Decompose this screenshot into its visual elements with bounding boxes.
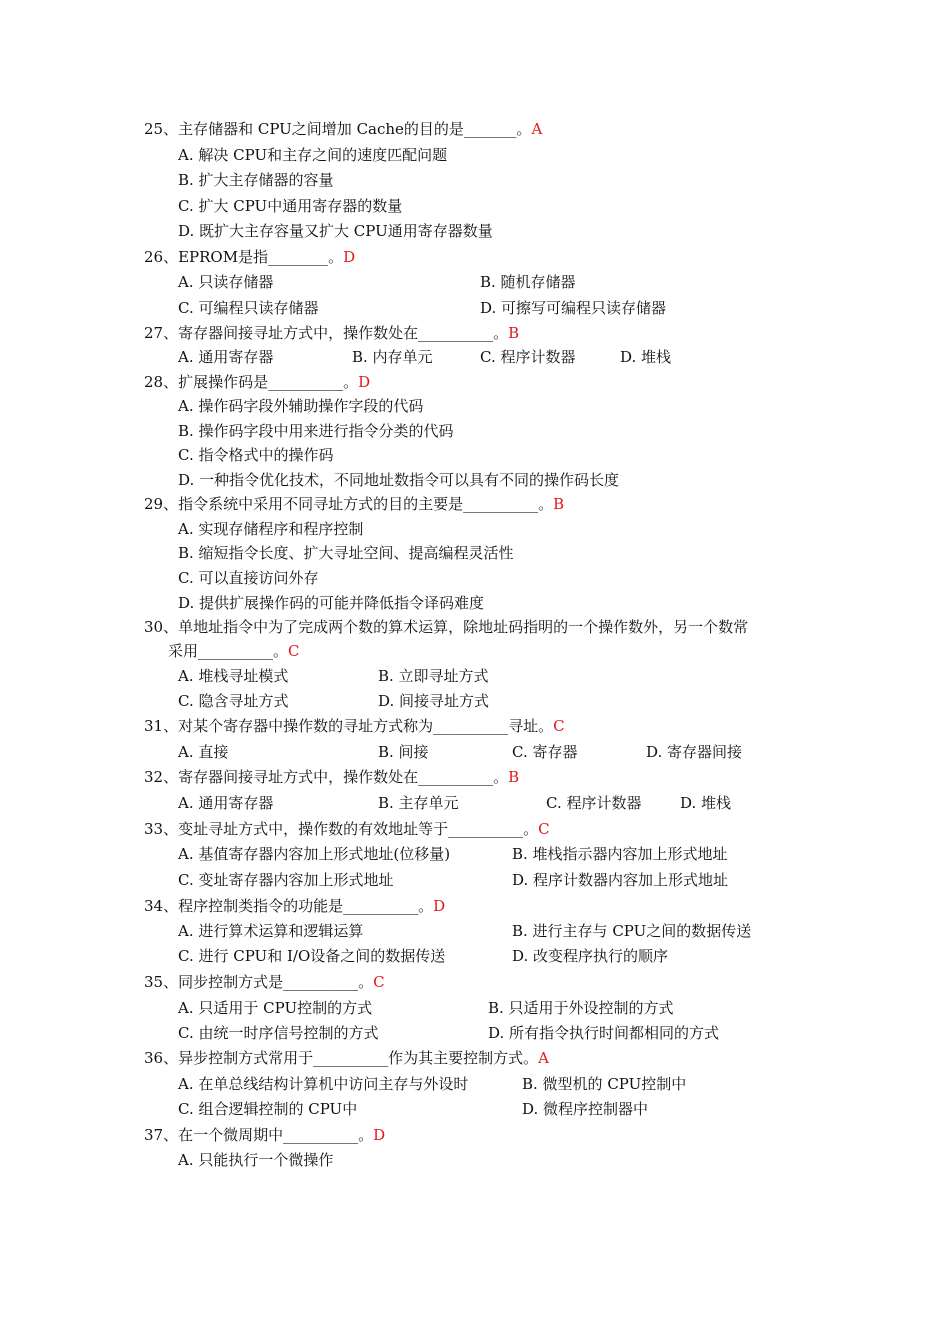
answer-key: B (553, 495, 565, 513)
answer-key: D (433, 897, 446, 915)
option-b: B. 堆栈指示器内容加上形式地址 (512, 845, 728, 863)
answer-key: D (358, 373, 371, 391)
option-c: C. 组合逻辑控制的 CPU中 (178, 1100, 358, 1118)
option-c: C. 进行 CPU和 I/O设备之间的数据传送 (178, 947, 446, 965)
option-c: C. 由统一时序信号控制的方式 (178, 1024, 379, 1042)
question-30: 30、单地址指令中为了完成两个数的算术运算，除地址码指明的一个操作数外，另一个数常 (144, 618, 749, 636)
option-a: A. 只能执行一个微操作 (178, 1151, 334, 1169)
question-25: 25、主存储器和 CPU之间增加 Cache的目的是_______。A (144, 120, 543, 138)
answer-key: B (508, 768, 520, 786)
question-35: 35、同步控制方式是__________。C (144, 973, 385, 991)
option-a: A. 堆栈寻址模式 (178, 667, 289, 685)
question-34: 34、程序控制类指令的功能是__________。D (144, 897, 446, 915)
option-c: C. 可以直接访问外存 (178, 569, 319, 587)
option-c: C. 寄存器 (512, 743, 578, 761)
answer-key: C (553, 717, 565, 735)
option-b: B. 内存单元 (352, 348, 433, 366)
answer-key: C (538, 820, 550, 838)
question-33: 33、变址寻址方式中，操作数的有效地址等于__________。C (144, 820, 550, 838)
option-a: A. 实现存储程序和程序控制 (178, 520, 364, 538)
question-31: 31、对某个寄存器中操作数的寻址方式称为__________寻址。C (144, 717, 565, 735)
option-c: C. 扩大 CPU中通用寄存器的数量 (178, 197, 403, 215)
option-a: A. 通用寄存器 (178, 794, 274, 812)
option-b: B. 只适用于外设控制的方式 (488, 999, 674, 1017)
answer-key: C (373, 973, 385, 991)
option-d: D. 既扩大主存容量又扩大 CPU通用寄存器数量 (178, 222, 493, 240)
option-b: B. 间接 (378, 743, 429, 761)
option-a: A. 进行算术运算和逻辑运算 (178, 922, 364, 940)
option-d: D. 所有指令执行时间都相同的方式 (488, 1024, 720, 1042)
option-b: B. 进行主存与 CPU之间的数据传送 (512, 922, 752, 940)
answer-key: D (373, 1126, 386, 1144)
option-b: B. 立即寻址方式 (378, 667, 489, 685)
option-a: A. 解决 CPU和主存之间的速度匹配问题 (178, 146, 448, 164)
question-27: 27、寄存器间接寻址方式中，操作数处在__________。B (144, 324, 520, 342)
question-29: 29、指令系统中采用不同寻址方式的目的主要是__________。B (144, 495, 565, 513)
option-d: D. 改变程序执行的顺序 (512, 947, 669, 965)
option-a: A. 直接 (178, 743, 229, 761)
option-d: D. 堆栈 (680, 794, 732, 812)
option-a: A. 在单总线结构计算机中访问主存与外设时 (178, 1075, 469, 1093)
question-37: 37、在一个微周期中__________。D (144, 1126, 386, 1144)
option-b: B. 主存单元 (378, 794, 459, 812)
option-a: A. 基值寄存器内容加上形式地址(位移量) (178, 845, 451, 863)
option-a: A. 只适用于 CPU控制的方式 (178, 999, 373, 1017)
question-32: 32、寄存器间接寻址方式中，操作数处在__________。B (144, 768, 520, 786)
option-b: B. 随机存储器 (480, 273, 576, 291)
option-c: C. 变址寄存器内容加上形式地址 (178, 871, 394, 889)
option-b: B. 扩大主存储器的容量 (178, 171, 334, 189)
option-a: A. 操作码字段外辅助操作字段的代码 (178, 397, 424, 415)
answer-key: C (288, 642, 300, 660)
option-d: D. 间接寻址方式 (378, 692, 490, 710)
option-c: C. 程序计数器 (546, 794, 642, 812)
option-c: C. 隐含寻址方式 (178, 692, 289, 710)
option-d: D. 一种指令优化技术，不同地址数指令可以具有不同的操作码长度 (178, 471, 620, 489)
option-d: D. 堆栈 (620, 348, 672, 366)
option-b: B. 微型机的 CPU控制中 (522, 1075, 687, 1093)
question-30-continued: 采用__________。C (168, 642, 300, 660)
option-d: D. 提供扩展操作码的可能并降低指令译码难度 (178, 594, 485, 612)
question-26: 26、EPROM是指________。D (144, 248, 356, 266)
option-d: D. 微程序控制器中 (522, 1100, 649, 1118)
option-d: D. 可擦写可编程只读存储器 (480, 299, 667, 317)
option-c: C. 指令格式中的操作码 (178, 446, 334, 464)
question-36: 36、异步控制方式常用于__________作为其主要控制方式。A (144, 1049, 549, 1067)
answer-key: A (538, 1049, 549, 1067)
option-b: B. 操作码字段中用来进行指令分类的代码 (178, 422, 454, 440)
option-d: D. 寄存器间接 (646, 743, 743, 761)
answer-key: D (343, 248, 356, 266)
answer-key: B (508, 324, 520, 342)
option-c: C. 可编程只读存储器 (178, 299, 319, 317)
option-b: B. 缩短指令长度、扩大寻址空间、提高编程灵活性 (178, 544, 514, 562)
option-d: D. 程序计数器内容加上形式地址 (512, 871, 729, 889)
option-c: C. 程序计数器 (480, 348, 576, 366)
option-a: A. 通用寄存器 (178, 348, 274, 366)
answer-key: A (531, 120, 543, 138)
option-a: A. 只读存储器 (178, 273, 274, 291)
question-28: 28、扩展操作码是__________。D (144, 373, 371, 391)
